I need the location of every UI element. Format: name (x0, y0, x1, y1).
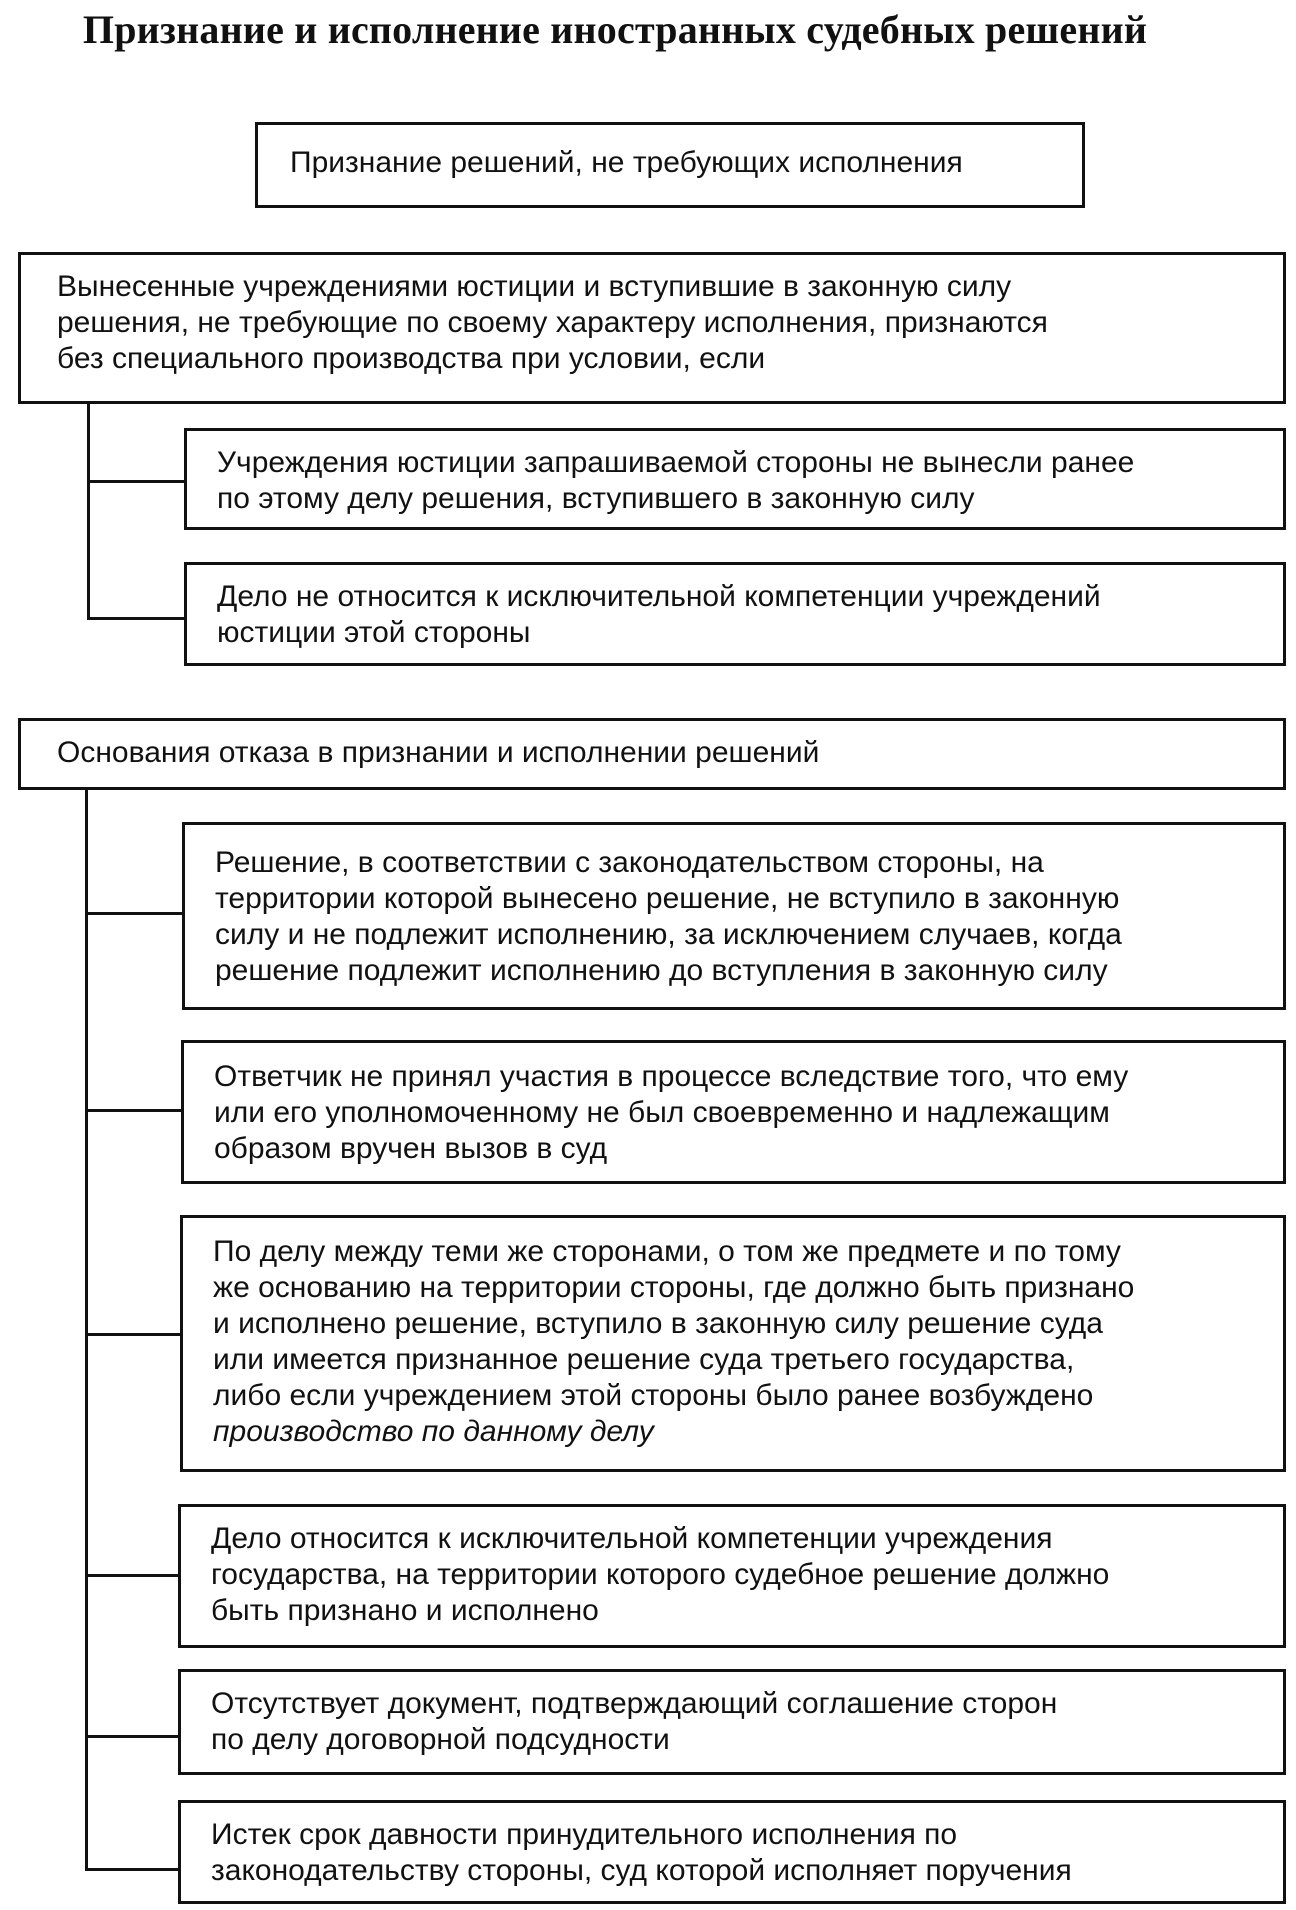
condition-line: Дело не относится к исключительной компетенции учреждений (217, 580, 1101, 613)
refusal-ground-line: Ответчик не принял участия в процессе вследствие того, что ему (214, 1060, 1129, 1093)
refusal-ground-box (178, 1669, 1286, 1775)
group2-connector-branch (85, 1735, 178, 1738)
refusal-ground-box (178, 1800, 1286, 1904)
group1-header-line: Вынесенные учреждениями юстиции и вступившие в законную силу (57, 270, 1012, 303)
page-title: Признание и исполнение иностранных судебных решений (82, 7, 1148, 52)
group1-condition-box (184, 428, 1286, 530)
group1-header-line: решения, не требующие по своему характеру исполнения, признаются (57, 306, 1048, 339)
condition-line: Учреждения юстиции запрашиваемой стороны не вынесли ранее (217, 446, 1135, 479)
refusal-ground-line: Решение, в соответствии с законодательством стороны, на (215, 846, 1044, 879)
refusal-ground-line: или имеется признанное решение суда третьего государства, (213, 1343, 1075, 1376)
refusal-ground-line: решение подлежит исполнению до вступления в законную силу (215, 954, 1108, 987)
group1-header-box (18, 252, 1286, 404)
group1-header-line: без специального производства при условии, если (57, 342, 766, 375)
refusal-ground-line: Истек срок давности принудительного исполнения по (211, 1818, 958, 1851)
refusal-ground-line: же основанию на территории стороны, где должно быть признано (213, 1271, 1135, 1304)
refusal-ground-box (181, 1040, 1286, 1184)
group1-connector-vertical (87, 404, 90, 620)
group2-connector-branch (85, 912, 182, 915)
refusal-ground-line: Дело относится к исключительной компетенции учреждения (211, 1522, 1053, 1555)
group2-header-box (18, 718, 1286, 790)
refusal-ground-line: По делу между теми же сторонами, о том же предмете и по тому (213, 1235, 1121, 1268)
refusal-ground-line: либо если учреждением этой стороны было ранее возбуждено (213, 1379, 1094, 1412)
recognition-header-box (255, 122, 1085, 208)
group2-connector-branch (85, 1109, 181, 1112)
refusal-ground-line: силу и не подлежит исполнению, за исключением случаев, когда (215, 918, 1122, 951)
refusal-ground-line: и исполнено решение, вступило в законную силу решение суда (213, 1307, 1103, 1340)
group1-connector-branch (87, 617, 184, 620)
refusal-ground-line: производство по данному делу (213, 1415, 654, 1448)
refusal-ground-line: Отсутствует документ, подтверждающий соглашение сторон (211, 1687, 1058, 1720)
group2-connector-branch (85, 1868, 178, 1871)
group2-connector-vertical (85, 790, 88, 1870)
refusal-ground-line: законодательству стороны, суд которой исполняет поручения (211, 1854, 1072, 1887)
group2-connector-branch (85, 1333, 181, 1336)
condition-line: юстиции этой стороны (217, 616, 531, 649)
refusal-ground-line: или его уполномоченному не был своевременно и надлежащим (214, 1096, 1110, 1129)
refusal-ground-line: образом вручен вызов в суд (214, 1132, 608, 1165)
group2-connector-branch (85, 1574, 178, 1577)
refusal-ground-box (180, 1215, 1286, 1472)
refusal-ground-line: по делу договорной подсудности (211, 1723, 670, 1756)
refusal-ground-box (182, 822, 1286, 1010)
group2-header-label: Основания отказа в признании и исполнении решений (57, 736, 820, 769)
refusal-ground-box (178, 1504, 1286, 1648)
group1-connector-branch (87, 480, 184, 483)
group1-condition-box (184, 562, 1286, 666)
refusal-ground-line: территории которой вынесено решение, не вступило в законную (215, 882, 1120, 915)
condition-line: по этому делу решения, вступившего в законную силу (217, 482, 975, 515)
recognition-header-label: Признание решений, не требующих исполнения (290, 146, 963, 179)
refusal-ground-line: быть признано и исполнено (211, 1594, 599, 1627)
refusal-ground-line: государства, на территории которого судебное решение должно (211, 1558, 1110, 1591)
